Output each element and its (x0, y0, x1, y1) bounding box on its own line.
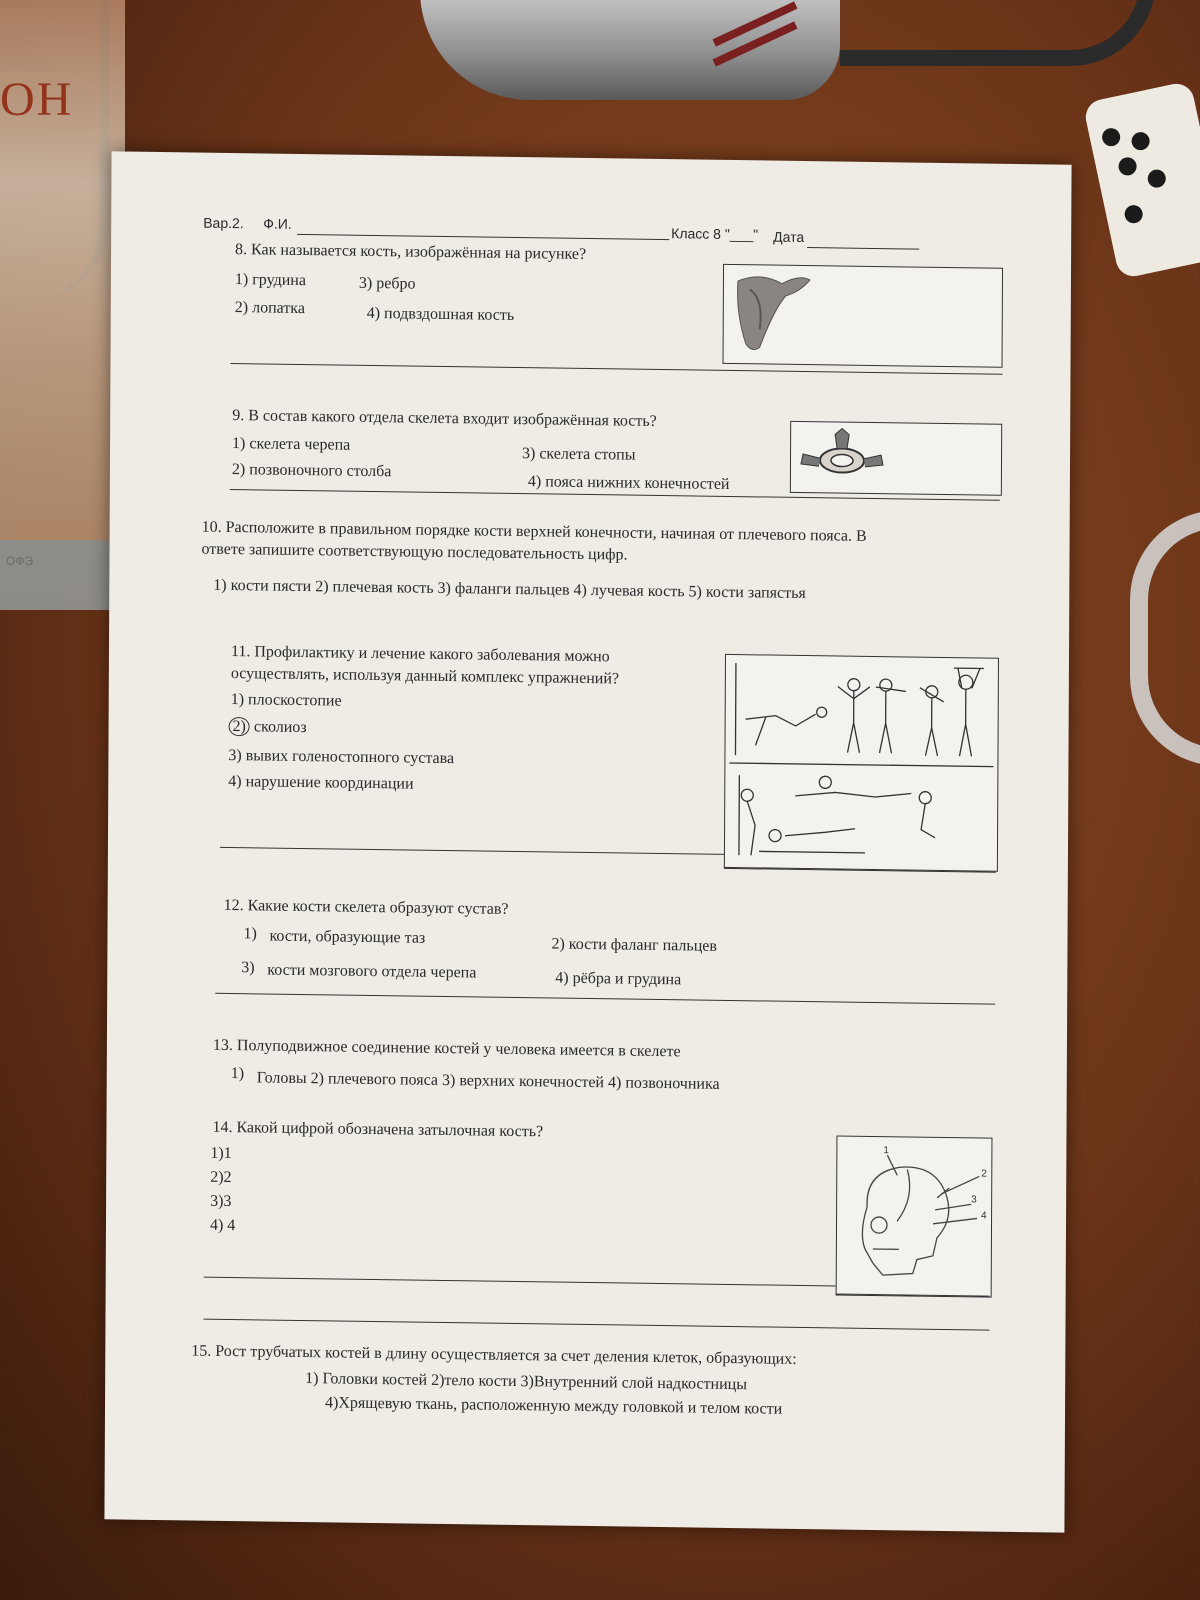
q12-option-1: кости, образующие таз (269, 927, 426, 947)
q14-option-1: 1)1 (210, 1144, 232, 1163)
scapula-icon (730, 269, 820, 360)
q11-option-2-text: сколиоз (249, 718, 307, 737)
q13-options-num: 1) (230, 1065, 245, 1083)
q11-answer-circle: 2) (229, 717, 250, 736)
q14-option-2: 2)2 (210, 1168, 232, 1187)
q11-option-4: 4) нарушение координации (228, 772, 414, 793)
vertebra-icon (797, 426, 887, 487)
dice-pip (1130, 130, 1151, 151)
q8-option-2: 2) лопатка (234, 299, 306, 318)
q14-option-4: 4) 4 (209, 1216, 236, 1235)
cable-top (840, 0, 1156, 66)
q14-text: 14. Какой цифрой обозначена затылочная кость? (212, 1118, 544, 1141)
q12-divider (215, 993, 995, 1005)
q14-figure-box (836, 1135, 993, 1297)
q8-text: 8. Как называется кость, изображённая на рисунке? (235, 241, 587, 263)
q8-figure-box (723, 264, 1004, 368)
skull-diagram-icon (837, 1136, 992, 1296)
q10-text-line2: ответе запишите соответствующую последовательность цифр. (201, 540, 628, 564)
q15-text: 15. Рост трубчатых костей в длину осуществляется за счет деления клеток, образующих: (191, 1342, 797, 1368)
dice-pip (1100, 127, 1121, 148)
q9-figure-box (790, 421, 1002, 496)
dice (1082, 81, 1200, 280)
book-bottom-label: ОФЭ (6, 554, 34, 568)
name-line[interactable] (297, 234, 669, 240)
braided-cable (1130, 510, 1200, 766)
q10-options: 1) кости пясти 2) плечевая кость 3) фаланги пальцев 4) лучевая кость 5) кости запястья (213, 576, 806, 603)
q14-option-3: 3)3 (210, 1192, 232, 1211)
q10-text-line1: 10. Расположите в правильном порядке кости верхней конечности, начиная от плечевого пояса. В (201, 518, 867, 545)
q13-options: Головы 2) плечевого пояса 3) верхних конечностей 4) позвоночника (256, 1069, 720, 1093)
q11-option-2 (229, 717, 307, 737)
date-line[interactable] (807, 247, 919, 250)
worksheet-content (104, 151, 1071, 1532)
exercise-illustration-icon (725, 655, 998, 871)
class-label: Класс 8 "___" (671, 225, 759, 243)
q11-figure-box (724, 654, 999, 872)
q9-text: 9. В состав какого отдела скелета входит изображённая кость? (232, 407, 657, 430)
q11-text-line2: осуществлять, используя данный комплекс упражнений? (230, 665, 620, 688)
q8-option-4: 4) подвздошная кость (366, 304, 515, 324)
variant-label: Вар.2. (203, 214, 244, 232)
worksheet-paper (104, 151, 1071, 1532)
skull-label-2: 2 (981, 1168, 987, 1180)
q9-option-3: 3) скелета стопы (521, 445, 636, 464)
background-book (0, 0, 125, 610)
q9-option-4: 4) пояса нижних конечностей (527, 473, 730, 493)
q12-option-4: 4) рёбра и грудина (555, 969, 682, 989)
book-bottom (0, 540, 125, 610)
name-label: Ф.И. (263, 215, 292, 232)
dice-pip (1117, 156, 1138, 177)
skull-label-1: 1 (883, 1145, 889, 1157)
q12-option-1-num: 1) (243, 925, 257, 943)
q13-text: 13. Полуподвижное соединение костей у человека имеется в скелете (212, 1036, 681, 1061)
book-title: ОН (0, 73, 74, 126)
q8-option-3: 3) ребро (358, 274, 416, 293)
q11-option-1: 1) плоскостопие (230, 691, 342, 710)
desk-lamp (420, 0, 840, 100)
q11-divider-left (220, 847, 724, 855)
q15-options-line2: 4)Хрящевую ткань, расположенную между головкой и телом кости (325, 1394, 783, 1418)
q9-option-1: 1) скелета черепа (232, 435, 351, 454)
date-label: Дата (773, 228, 805, 246)
dice-pip (1146, 168, 1167, 189)
q12-text: 12. Какие кости скелета образуют сустав? (223, 896, 509, 918)
q14-divider-left (204, 1277, 836, 1287)
q8-option-1: 1) грудина (234, 271, 307, 290)
skull-label-4: 4 (981, 1210, 987, 1222)
q11-text-line1: 11. Профилактику и лечение какого заболевания можно (230, 643, 610, 666)
q12-option-3-num: 3) (241, 959, 255, 977)
q9-option-2: 2) позвоночного столба (231, 461, 392, 481)
q11-option-3: 3) вывих голеностопного сустава (228, 746, 455, 768)
q15-options-line1: 1) Головки костей 2)тело кости 3)Внутренний слой надкостницы (305, 1370, 748, 1394)
skull-label-3: 3 (971, 1194, 977, 1206)
dice-pip (1123, 204, 1144, 225)
q12-option-2: 2) кости фаланг пальцев (551, 935, 717, 955)
q12-option-3: кости мозгового отдела черепа (267, 961, 477, 982)
q14-divider-bottom (203, 1319, 989, 1331)
